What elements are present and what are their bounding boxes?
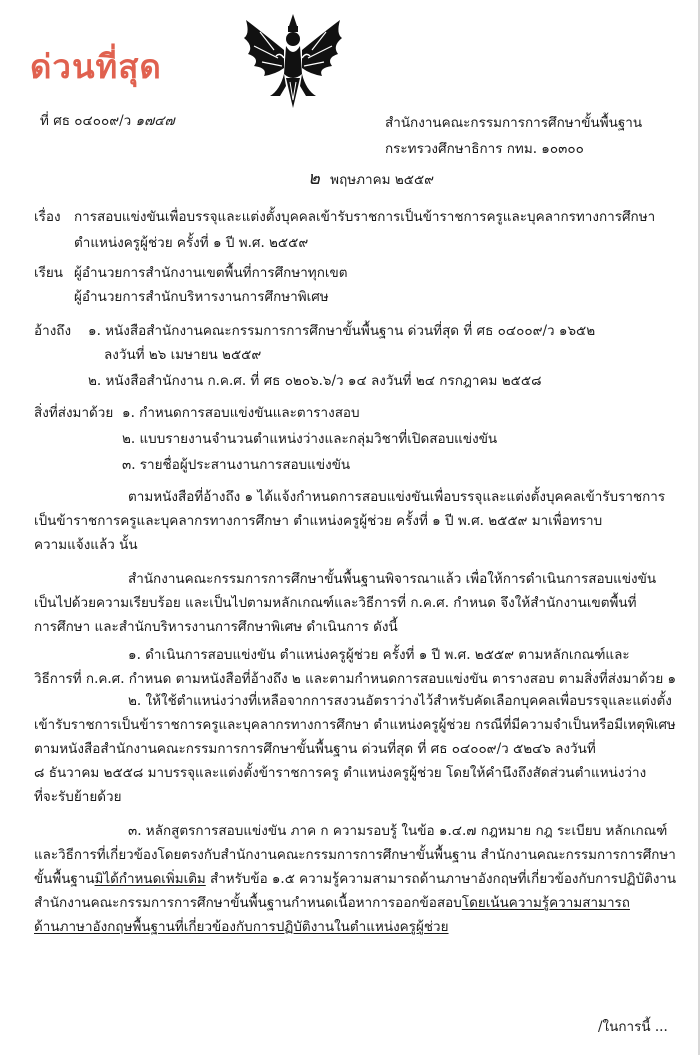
body-p1-line-1: ตามหนังสือที่อ้างถึง ๑ ได้แจ้งกำหนดการสอบแข่งขันเพื่อบรรจุและแต่งตั้งบุคคลเข้ารับราชการ (128, 489, 666, 505)
reference-1-line-2: ลงวันที่ ๒๖ เมษายน ๒๕๕๙ (104, 347, 262, 363)
enclosure-item-2: ๒. แบบรายงานจำนวนตำแหน่งว่างและกลุ่มวิชาที่เปิดสอบแข่งขัน (122, 431, 498, 447)
body-p5-line-1: ๓. หลักสูตรการสอบแข่งขัน ภาค ก ความรอบรู้ ในข้อ ๑.๔.๗ กฎหมาย กฎ ระเบียบ หลักเกณฑ์ (128, 823, 668, 839)
body-p4-line-3: ตามหนังสือสำนักงานคณะกรรมการการศึกษาขั้นพื้นฐาน ด่วนที่สุด ที่ ศธ ๐๔๐๐๙/ว ๕๒๔๖ ลงวันที่ (34, 741, 596, 757)
body-p2-line-2: เป็นไปด้วยความเรียบร้อย และเป็นไปตามหลักเกณฑ์และวิธีการที่ ก.ค.ศ. กำหนด จึงให้สำนักงานเขตพื้นที่ (34, 595, 637, 611)
continuation-marker: /ในการนี้ ... (598, 1019, 668, 1035)
body-p2-line-3: การศึกษา และสำนักบริหารงานการศึกษาพิเศษ ดำเนินการ ดังนี้ (34, 619, 398, 635)
issuing-office: สำนักงานคณะกรรมการการศึกษาขั้นพื้นฐาน (385, 115, 643, 131)
body-p2-line-1: สำนักงานคณะกรรมการการศึกษาขั้นพื้นฐานพิจารณาแล้ว เพื่อให้การดำเนินการสอบแข่งขัน (128, 571, 657, 587)
enclosure-item-3: ๓. รายชื่อผู้ประสานงานการสอบแข่งขัน (122, 457, 351, 473)
subject-line-1: การสอบแข่งขันเพื่อบรรจุและแต่งตั้งบุคคลเข้ารับราชการเป็นข้าราชการครูและบุคลากรทางการศึกษา (74, 209, 656, 225)
body-p1-line-2: เป็นข้าราชการครูและบุคลากรทางการศึกษา ตำแหน่งครูผู้ช่วย ครั้งที่ ๑ ปี พ.ศ. ๒๕๕๙ มาเพื่อทราบ (34, 513, 603, 529)
office-address: กระทรวงศึกษาธิการ กทม. ๑๐๓๐๐ (385, 141, 584, 157)
garuda-emblem (240, 12, 346, 112)
reference-2: ๒. หนังสือสำนักงาน ก.ค.ศ. ที่ ศธ ๐๒๐๖.๖/ว ๑๔ ลงวันที่ ๒๔ กรกฎาคม ๒๕๕๘ (88, 373, 542, 389)
urgent-stamp: ด่วนที่สุด (30, 47, 162, 86)
subject-label: เรื่อง (34, 209, 61, 225)
body-p5-line-2: และวิธีการที่เกี่ยวข้องโดยตรงกับสำนักงานคณะกรรมการการศึกษาขั้นพื้นฐาน สำนักงานคณะกรรมการการศึกษา (34, 847, 676, 863)
body-p5-line-5: ด้านภาษาอังกฤษพื้นฐานที่เกี่ยวข้องกับการปฏิบัติงานในตำแหน่งครูผู้ช่วย (34, 919, 449, 935)
enclosure-item-1: ๑. กำหนดการสอบแข่งขันและตารางสอบ (122, 405, 360, 421)
underlined-emphasis-knowledge: โดยเน้นความรู้ความสามารถ (461, 895, 630, 911)
body-p4-line-1: ๒. ให้ใช้ตำแหน่งว่างที่เหลือจากการสงวนอัตราว่างไว้สำหรับคัดเลือกบุคคลเพื่อบรรจุและแต่งตั้ง (128, 693, 672, 709)
body-p4-line-5: ที่จะรับย้ายด้วย (34, 789, 122, 805)
reference-1-line-1: ๑. หนังสือสำนักงานคณะกรรมการการศึกษาขั้นพื้นฐาน ด่วนที่สุด ที่ ศธ ๐๔๐๐๙/ว ๑๖๕๒ (88, 323, 596, 339)
recipient-line-2: ผู้อำนวยการสำนักบริหารงานการศึกษาพิเศษ (74, 289, 329, 305)
body-p3-line-1: ๑. ดำเนินการสอบแข่งขัน ตำแหน่งครูผู้ช่วย ครั้งที่ ๑ ปี พ.ศ. ๒๕๕๙ ตามหลักเกณฑ์และ (128, 647, 630, 663)
subject-line-2: ตำแหน่งครูผู้ช่วย ครั้งที่ ๑ ปี พ.ศ. ๒๕๕๙ (74, 235, 309, 251)
underlined-not-additionally-specified: มิได้กำหนดเพิ่มเติม (94, 871, 206, 887)
reference-label: อ้างถึง (34, 323, 72, 339)
recipient-label: เรียน (34, 265, 64, 281)
reference-number: ที่ ศธ ๐๔๐๐๙/ว ๑๗๔๗ (40, 113, 175, 129)
body-p3-line-2: วิธีการที่ ก.ค.ศ. กำหนด ตามหนังสือที่อ้างถึง ๒ และตามกำหนดการสอบแข่งขัน ตารางสอบ ตามสิ่งที่ส่งมาด้วย ๑ (34, 671, 677, 687)
body-p5-line-3: ขั้นพื้นฐานมิได้กำหนดเพิ่มเติม สำหรับข้อ ๑.๕ ความรู้ความสามารถด้านภาษาอังกฤษที่เกี่ยวข้องกับการปฏิบัติงาน (34, 871, 677, 887)
letter-date: ๒ พฤษภาคม ๒๕๕๙ (308, 168, 435, 189)
recipient-line-1: ผู้อำนวยการสำนักงานเขตพื้นที่การศึกษาทุกเขต (74, 265, 348, 281)
body-p4-line-4: ๘ ธันวาคม ๒๕๕๘ มาบรรจุและแต่งตั้งข้าราชการครู ตำแหน่งครูผู้ช่วย โดยให้คำนึงถึงสัดส่วนตำแหน่งว่าง (34, 765, 647, 781)
body-p4-line-2: เข้ารับราชการเป็นข้าราชการครูและบุคลากรทางการศึกษา ตำแหน่งครูผู้ช่วย กรณีที่มีความจำเป็นหรือมีเหตุพิเศษ (34, 717, 676, 733)
enclosure-label: สิ่งที่ส่งมาด้วย (34, 405, 114, 421)
body-p1-line-3: ความแจ้งแล้ว นั้น (34, 537, 138, 553)
body-p5-line-4: สำนักงานคณะกรรมการการศึกษาขั้นพื้นฐานกำหนดเนื้อหาการออกข้อสอบโดยเน้นความรู้ความสามารถ (34, 895, 630, 911)
